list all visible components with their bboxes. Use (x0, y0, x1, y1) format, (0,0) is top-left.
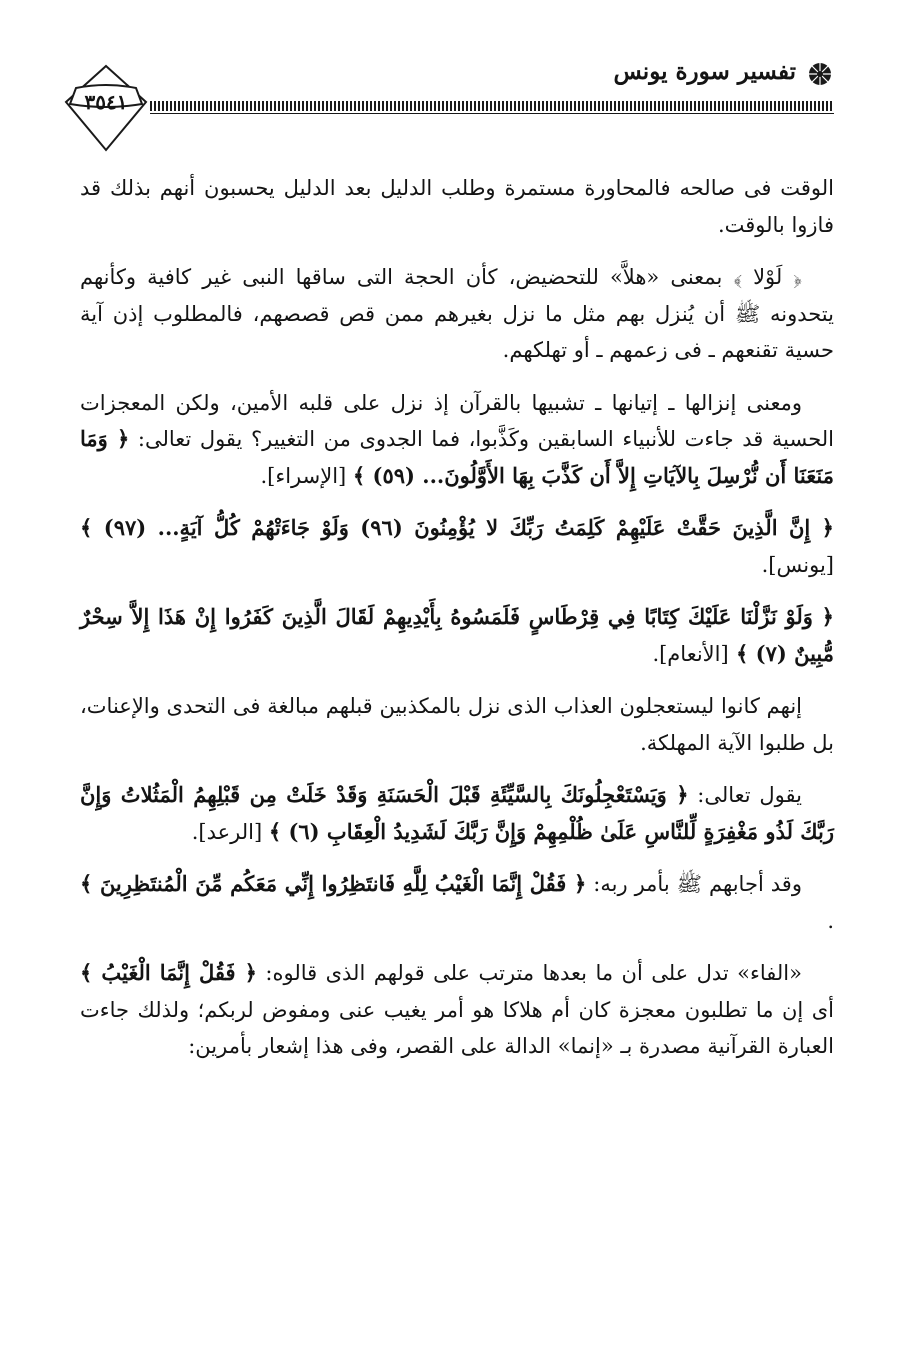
paragraph-8 (80, 866, 834, 939)
flower-ornament-icon (806, 60, 834, 88)
paragraph-2 (80, 259, 834, 369)
verse-block-yunus (80, 510, 834, 583)
paragraph-text: ﴿ لَوْلا ﴾ بمعنى «هلاَّ» للتحضيض، كأن الحجة التى ساقها النبى غير كافية وكأنهم يتحدونه ﷺ أن يُنزل بهم مثل ما نزل بغيرهم ممن قص قصصهم، فالمطلوب إذن آية حسية تقنعهم ـ فى زعمهم ـ أو تهلكهم. (80, 265, 834, 362)
paragraph-9 (80, 955, 834, 1065)
quran-verse: ﴿ وَلَوْ نَزَّلْنَا عَلَيْكَ كِتَابًا فِي قِرْطَاسٍ فَلَمَسُوهُ بِأَيْدِيهِمْ لَقَالَ الَّذِينَ كَفَرُوا إِنْ هَذَا إِلاَّ سِحْرٌ مُّبِينٌ (٧) ﴾ (80, 604, 834, 666)
surah-reference: [يونس]. (761, 552, 834, 577)
quran-verse: ﴿ إِنَّ الَّذِينَ حَقَّتْ عَلَيْهِمْ كَلِمَتُ رَبِّكَ لا يُؤْمِنُونَ (٩٦) وَلَوْ جَاءَتْهُمْ كُلُّ آيَةٍ... (٩٧) ﴾ (80, 515, 834, 540)
verse-end-punctuation: . (827, 908, 834, 933)
page-number: ٣٥٤١ (84, 90, 128, 114)
header-rule (150, 101, 834, 111)
quran-verse: ﴿ وَيَسْتَعْجِلُونَكَ بِالسَّيِّئَةِ قَبْلَ الْحَسَنَةِ وَقَدْ خَلَتْ مِن قَبْلِهِمُ الْمَثُلاتُ وَإِنَّ رَبَّكَ لَذُو مَغْفِرَةٍ لِّلنَّاسِ عَلَىٰ ظُلْمِهِمْ وَإِنَّ رَبَّكَ لَشَدِيدُ الْعِقَابِ (٦) ﴾ (80, 782, 834, 844)
quran-verse: ﴿ فَقُلْ إِنَّمَا الْغَيْبُ لِلَّهِ فَانتَظِرُوا إِنِّي مَعَكُم مِّنَ الْمُنتَظِرِينَ ﴾ (80, 871, 587, 896)
paragraph-text: ومعنى إنزالها ـ إتيانها ـ تشبيها بالقرآن إذ نزل على قلبه الأمين، ولكن المعجزات الحسية قد جاءت للأنبياء السابقين وكَذَّبوا، فما الجدوى من التغيير؟ (80, 390, 834, 451)
running-header-title: تفسير سورة يونس (613, 58, 796, 85)
commentary-body (80, 170, 834, 1081)
paragraph-7 (80, 777, 834, 850)
quran-verse: ﴿ وَمَا مَنَعَنَا أَن نُّرْسِلَ بِالآيَاتِ إِلاَّ أَن كَذَّبَ بِهَا الأَوَّلُونَ... (٥٩) ﴾ (80, 426, 834, 488)
verse-lead: وقد أجابهم ﷺ بأمر ربه: (593, 872, 802, 896)
verse-lead: يقول تعالى: (137, 427, 243, 451)
surah-reference: [الأنعام]. (652, 641, 729, 666)
surah-reference: [الإسراء]. (260, 463, 347, 488)
verse-lead: «الفاء» تدل على أن ما بعدها مترتب على قولهم الذى قالوه: (265, 961, 802, 985)
verse-lead: يقول تعالى: (697, 783, 802, 807)
paragraph-text: إنهم كانوا ليستعجلون العذاب الذى نزل بالمكذبين قبلهم مبالغة فى التحدى والإعنات، بل طلبوا الآية المهلكة. (80, 694, 834, 755)
paragraph-text: أى إن ما تطلبون معجزة كان أم هلاكا هو أمر يغيب عنى ومفوض لربكم؛ ولذلك جاءت العبارة القرآنية مصدرة بـ «إنما» الدالة على القصر، وفى هذا إشعار بأمرين: (80, 997, 834, 1058)
paragraph-1 (80, 170, 834, 243)
surah-reference: [الرعد]. (191, 819, 263, 844)
paragraph-6 (80, 688, 834, 761)
quran-verse: ﴿ فَقُلْ إِنَّمَا الْغَيْبُ ﴾ (80, 960, 257, 985)
paragraph-3 (80, 385, 834, 495)
paragraph-text: الوقت فى صالحه فالمحاورة مستمرة وطلب الدليل بعد الدليل يحسبون أنهم بذلك قد فازوا بالوقت. (80, 176, 834, 237)
verse-block-anam (80, 599, 834, 672)
